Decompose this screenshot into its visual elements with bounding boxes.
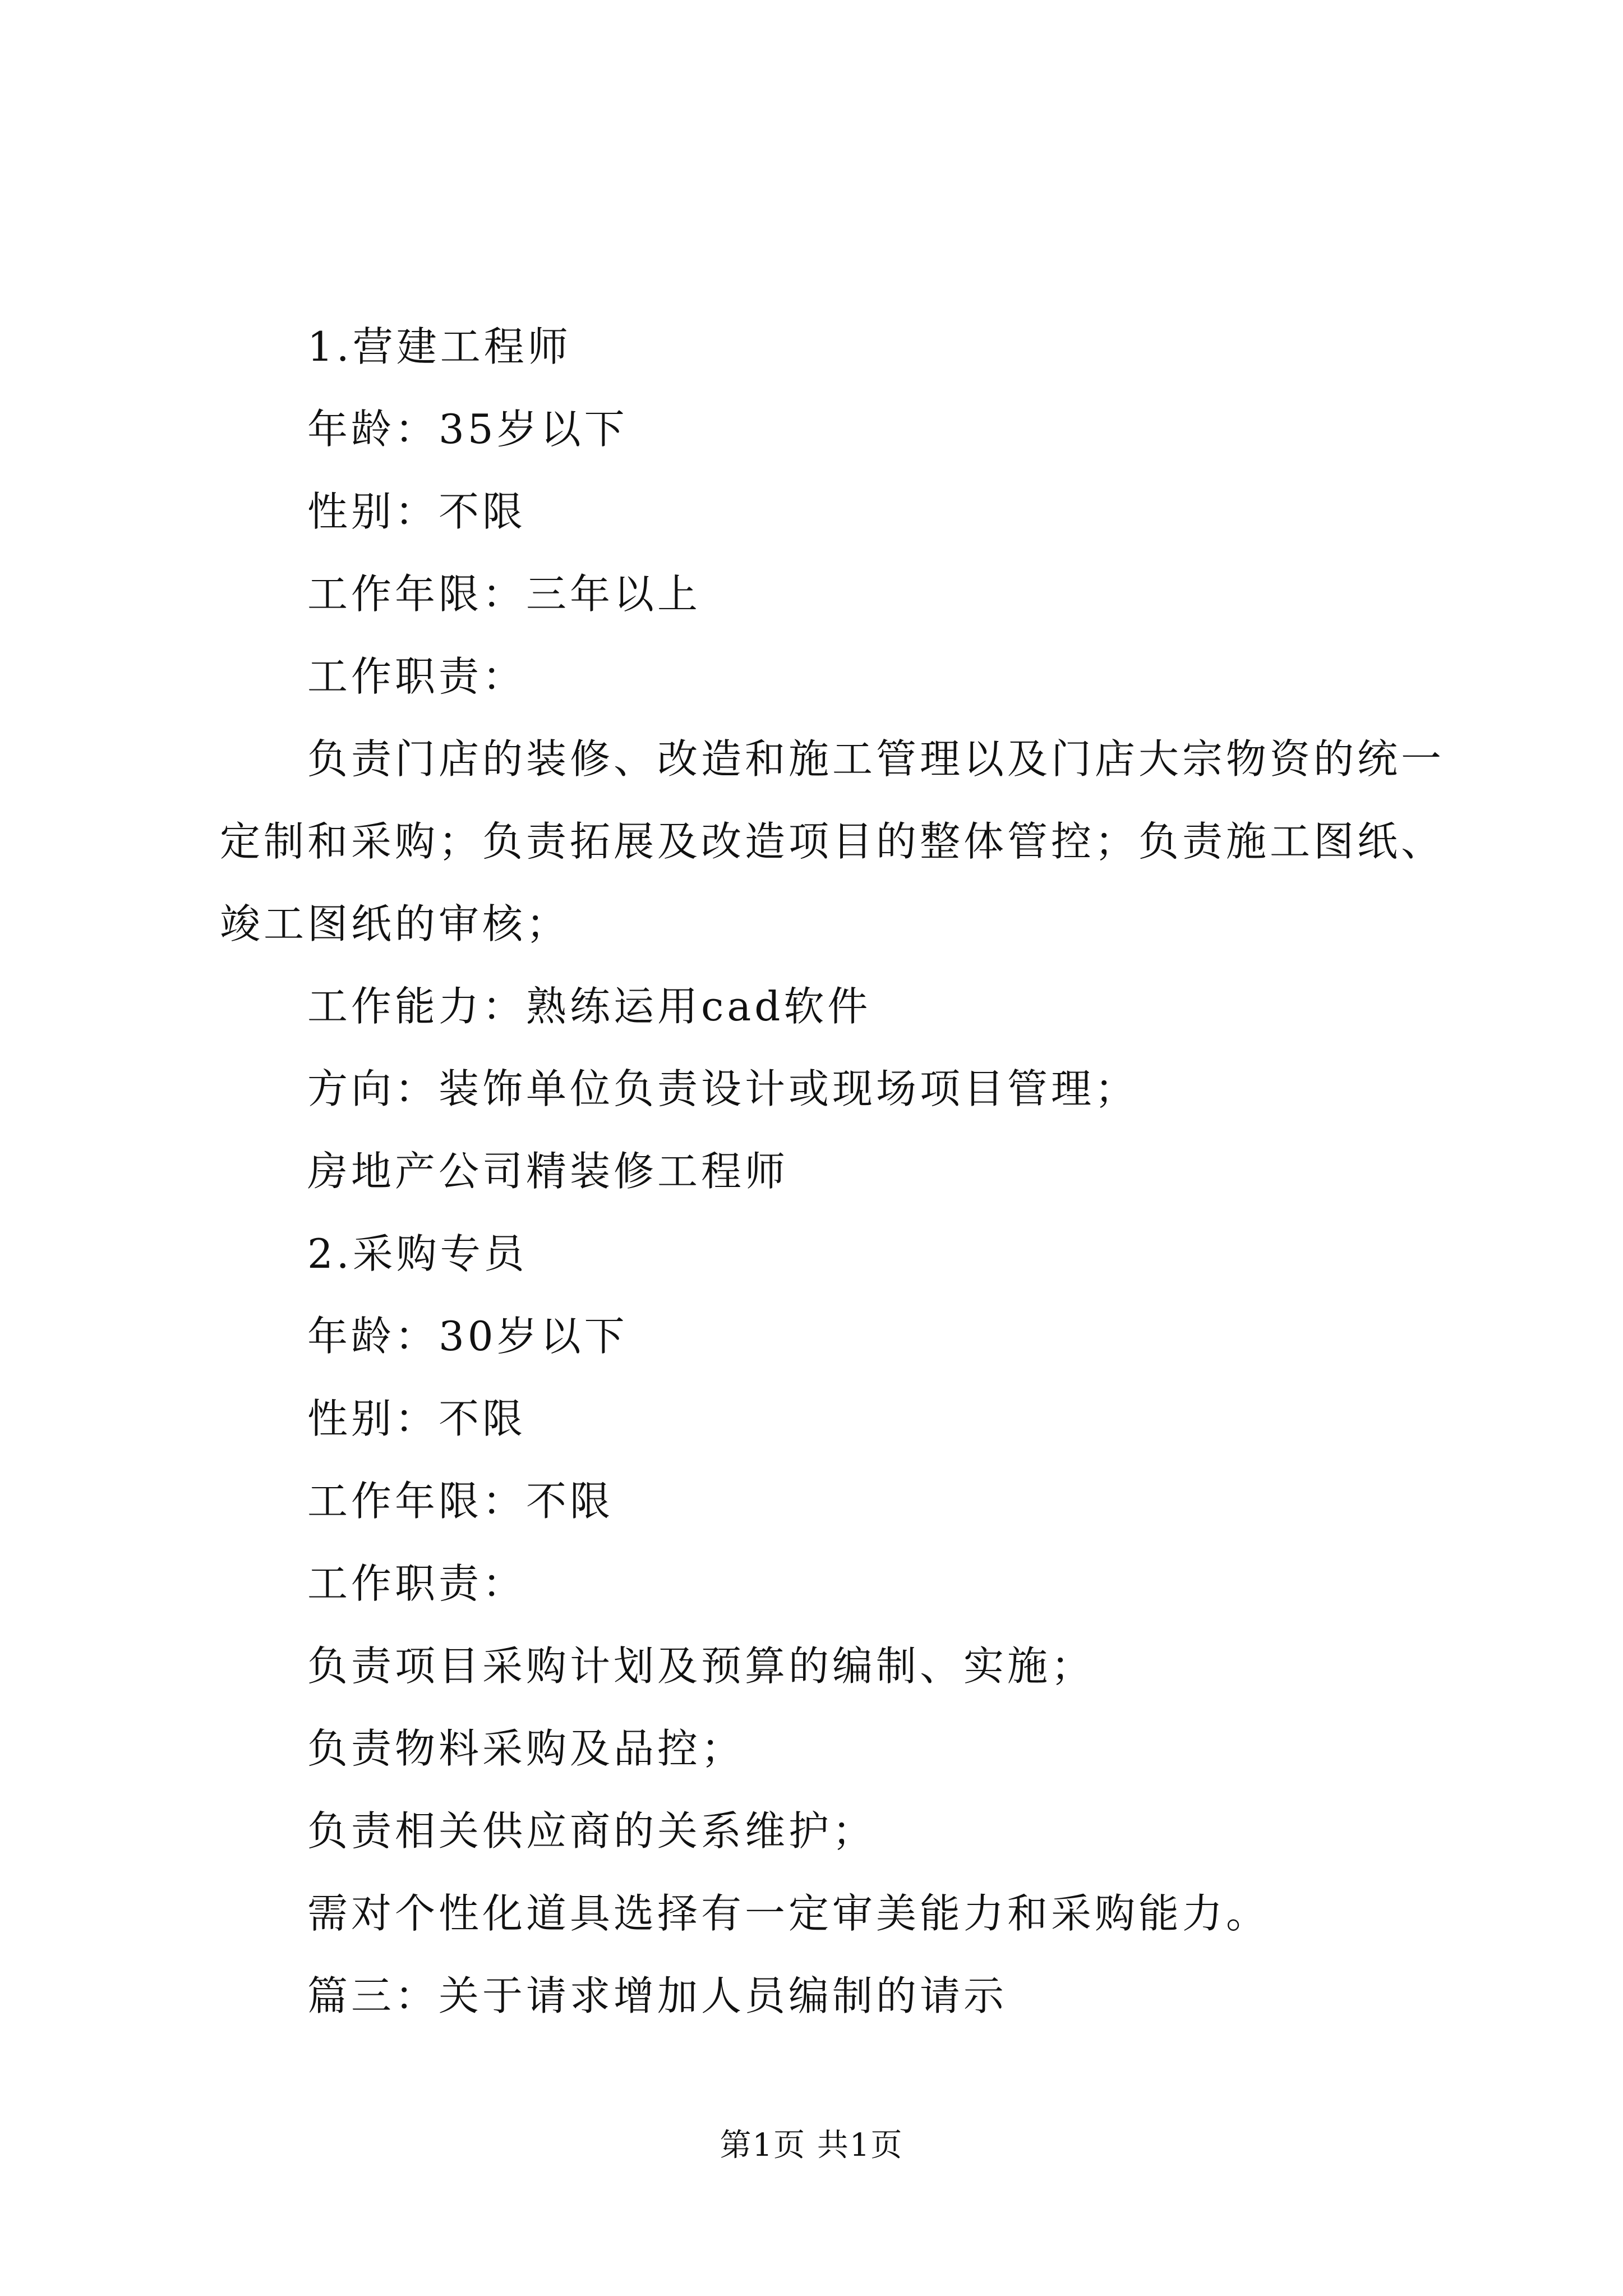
duty-item: 负责项目采购计划及预算的编制、实施； [307,1642,1095,1690]
experience-requirement-1: 工作年限：三年以上 [307,570,702,618]
page-number-label: 第1页 共1页 [720,2127,903,2164]
direction-line: 方向：装饰单位负责设计或现场项目管理； [307,1065,1139,1112]
direction-line: 房地产公司精装修工程师 [307,1148,789,1195]
document-body [220,306,1445,2037]
duties-label-1: 工作职责： [307,653,527,700]
duty-item: 需对个性化道具选择有一定审美能力和采购能力。 [307,1890,1270,1937]
skills-requirement-1: 工作能力：熟练运用cad软件 [307,983,872,1030]
duties-paragraph-line: 竣工图纸的审核； [220,900,570,947]
heading-position-1: 1.营建工程师 [307,323,571,370]
gender-requirement-1: 性别：不限 [307,488,527,535]
heading-position-2: 2.采购专员 [307,1230,528,1277]
duty-item: 负责相关供应商的关系维护； [307,1807,877,1855]
section-heading: 篇三：关于请求增加人员编制的请示 [307,1972,1008,2019]
duties-label-2: 工作职责： [307,1560,527,1607]
gender-requirement-2: 性别：不限 [307,1395,527,1442]
experience-requirement-2: 工作年限：不限 [307,1478,614,1525]
duties-paragraph-line: 负责门店的装修、改造和施工管理以及门店大宗物资的统一 [307,735,1445,783]
duty-item: 负责物料采购及品控； [307,1725,745,1772]
page-footer [0,2126,1623,2165]
age-requirement-1: 年龄：35岁以下 [307,406,628,453]
duties-paragraph-line: 定制和采购；负责拓展及改造项目的整体管控；负责施工图纸、 [220,818,1445,865]
age-requirement-2: 年龄：30岁以下 [307,1313,628,1360]
